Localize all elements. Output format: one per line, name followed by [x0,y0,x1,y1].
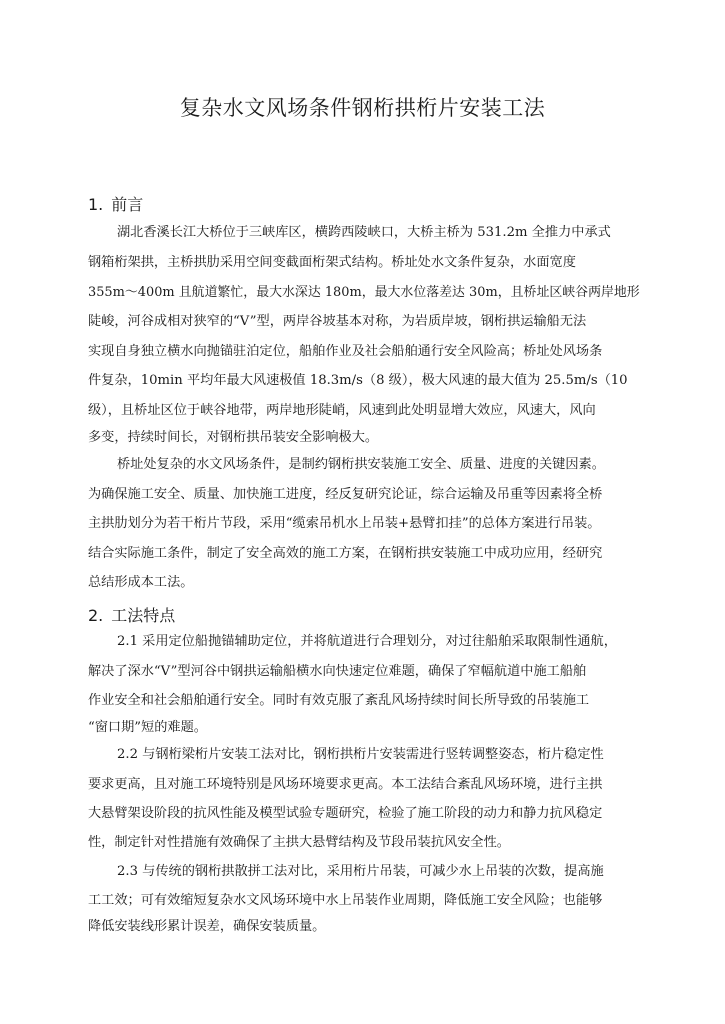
paragraph-line: 结合实际施工条件，制定了安全高效的施工方案，在钢桁拱安装施工中成功应用，经研究 [88,546,603,561]
paragraph-line: 实现自身独立横水向抛锚驻泊定位，船舶作业及社会船舶通行安全风险高；桥址处风场条 [88,344,603,359]
paragraph-line: 作业安全和社会船舶通行安全。同时有效克服了紊乱风场持续时间长所导致的吊装施工 [88,693,590,708]
page-title: 复杂水文风场条件钢桁拱桁片安装工法 [179,96,546,120]
paragraph-line: 2.1 采用定位船抛锚辅助定位，并将航道进行合理划分，对过往船舶采取限制性通航， [117,634,617,649]
paragraph-line: 级），且桥址区位于峡谷地带，两岸地形陡峭，风速到此处明显增大效应，风速大，风向 [88,403,596,418]
paragraph-line: 要求更高，且对施工环境特别是风场环境要求更高。本工法结合紊乱风场环境，进行主拱 [88,777,603,792]
paragraph-line: 355m～400m 且航道繁忙，最大水深达 180m，最大水位落差达 30m，且桥址区峡谷两岸地形 [88,285,640,300]
paragraph-line: 总结形成本工法。 [88,575,194,590]
paragraph-line: 2.3 与传统的钢桁拱散拼工法对比，采用桁片吊装，可减少水上吊装的次数，提高施 [117,864,604,879]
paragraph-line: 降低安装线形累计误差，确保安装质量。 [88,919,326,934]
paragraph-line: 性，制定针对性措施有效确保了主拱大悬臂结构及节段吊装抗风安全性。 [88,835,510,850]
paragraph-line: 钢箱桁架拱，主桥拱肋采用空间变截面桁架式结构。桥址处水文条件复杂，水面宽度 [88,255,576,270]
section-number: 2. [88,606,104,625]
section-number: 1. [88,195,104,214]
paragraph-line: 多变，持续时间长，对钢桁拱吊装安全影响极大。 [88,430,379,445]
section-heading-2 [88,603,175,626]
paragraph-line: 陡峻，河谷成相对狭窄的“V”型，两岸谷坡基本对称，为岩质岸坡，钢桁拱运输船无法 [88,314,587,329]
section-title: 工法特点 [111,606,176,625]
paragraph-line: 解决了深水“V”型河谷中钢拱运输船横水向快速定位难题，确保了窄幅航道中施工船舶 [88,664,587,679]
paragraph-line: 工工效；可有效缩短复杂水文风场环境中水上吊装作业周期，降低施工安全风险；也能够 [88,893,603,908]
section-title: 前言 [111,195,144,214]
paragraph-line: “窗口期”短的难题。 [88,720,207,735]
paragraph-line: 湖北香溪长江大桥位于三峡库区，横跨西陵峡口，大桥主桥为 531.2m 全推力中承式 [117,225,611,240]
section-heading-1 [88,192,143,215]
paragraph-line: 件复杂，10min 平均年最大风速极值 18.3m/s（8 级），极大风速的最大值为 25.5m/s（10 [88,373,628,388]
paragraph-line: 大悬臂架设阶段的抗风性能及模型试验专题研究，检验了施工阶段的动力和静力抗风稳定 [88,806,603,821]
paragraph-line: 桥址处复杂的水文风场条件，是制约钢桁拱安装施工安全、质量、进度的关键因素。 [117,457,605,472]
paragraph-line: 2.2 与钢桁梁桁片安装工法对比，钢桁拱桁片安装需进行竖转调整姿态，桁片稳定性 [117,747,604,762]
paragraph-line: 为确保施工安全、质量、加快施工进度，经反复研究论证，综合运输及吊重等因素将全桥 [88,487,603,502]
paragraph-line: 主拱肋划分为若干桁片节段，采用“缆索吊机水上吊装+悬臂扣挂”的总体方案进行吊装。 [88,516,601,531]
